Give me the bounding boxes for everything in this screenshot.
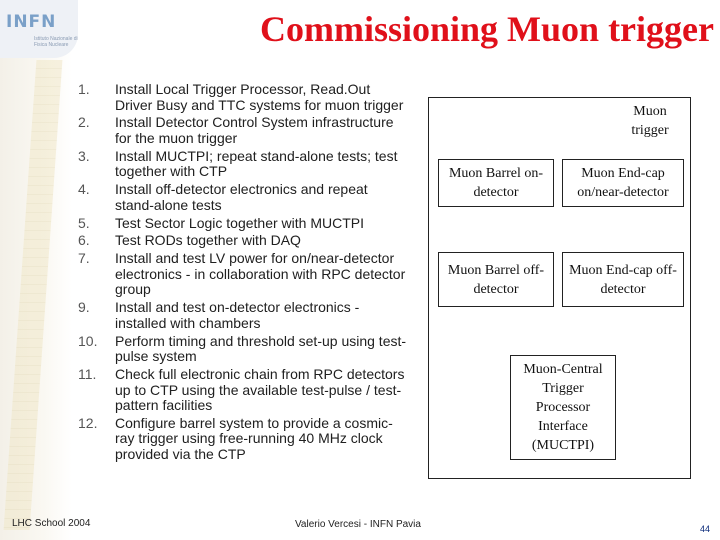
list-item bbox=[78, 251, 418, 298]
page-number: 44 bbox=[700, 524, 711, 534]
list-item-text: Perform timing and threshold set-up using test-pulse system bbox=[115, 332, 407, 365]
list-item bbox=[78, 115, 418, 146]
footer-center: Valerio Vercesi - INFN Pavia bbox=[295, 519, 421, 530]
infn-logo bbox=[0, 0, 78, 58]
logo-subtitle: Istituto Nazionale di Fisica Nucleare bbox=[34, 36, 78, 48]
list-item bbox=[78, 334, 418, 365]
logo-text: INFN bbox=[6, 12, 57, 32]
list-item bbox=[78, 233, 418, 249]
muon-endcap-on-near-detector-box: Muon End-cap on/near-detector bbox=[562, 159, 684, 207]
list-item-text: Test RODs together with DAQ bbox=[115, 232, 301, 249]
list-item bbox=[78, 300, 418, 331]
task-list bbox=[78, 82, 418, 465]
diagram-header: Muon trigger bbox=[631, 104, 669, 138]
measuring-tape-decoration bbox=[4, 60, 63, 530]
list-item-text: Install Local Trigger Processor, Read.Out Driver Busy and TTC systems for muon trigger bbox=[115, 81, 404, 113]
list-item-text: Install off-detector electronics and repeat stand-alone tests bbox=[115, 181, 368, 213]
list-item-number: 9. bbox=[78, 299, 90, 316]
list-item-number: 10. bbox=[78, 332, 98, 349]
list-item-number: 7. bbox=[78, 250, 90, 267]
decorative-band bbox=[0, 0, 72, 540]
list-item bbox=[78, 182, 418, 213]
list-item-number: 4. bbox=[78, 181, 90, 198]
muon-barrel-on-detector-box: Muon Barrel on-detector bbox=[438, 159, 554, 207]
list-item-number: 11. bbox=[78, 366, 97, 383]
slide-title: Commissioning Muon trigger bbox=[260, 9, 714, 49]
list-item-text: Configure barrel system to provide a cosmic-ray trigger using free-running 40 MHz clock provided via the CTP bbox=[115, 414, 393, 462]
list-item bbox=[78, 216, 418, 232]
footer-left: LHC School 2004 bbox=[12, 518, 91, 529]
list-item-text: Install and test LV power for on/near-detector electronics - in collaboration with RPC detector group bbox=[115, 250, 406, 298]
list-item-number: 5. bbox=[78, 214, 90, 231]
list-item-text: Check full electronic chain from RPC detectors up to CTP using the available test-pulse / test-pattern facilities bbox=[115, 366, 405, 414]
list-item-text: Install Detector Control System infrastructure for the muon trigger bbox=[115, 114, 394, 146]
muon-barrel-off-detector-box: Muon Barrel off-detector bbox=[438, 252, 554, 307]
list-item-number: 1. bbox=[78, 81, 90, 97]
muon-endcap-off-detector-box: Muon End-cap off-detector bbox=[562, 252, 684, 307]
list-item bbox=[78, 149, 418, 180]
list-item-number: 3. bbox=[78, 147, 90, 164]
list-item-number: 12. bbox=[78, 414, 98, 431]
list-item-text: Install and test on-detector electronics - installed with chambers bbox=[115, 299, 360, 331]
list-item-number: 6. bbox=[78, 232, 90, 249]
list-item bbox=[78, 367, 418, 414]
list-item bbox=[78, 416, 418, 463]
list-item-number: 2. bbox=[78, 114, 90, 131]
list-item-text: Test Sector Logic together with MUCTPI bbox=[115, 214, 364, 231]
list-item bbox=[78, 82, 418, 113]
list-item-text: Install MUCTPI; repeat stand-alone tests; test together with CTP bbox=[115, 147, 398, 180]
muctpi-box: Muon-Central Trigger Processor Interface (MUCTPI) bbox=[510, 355, 616, 460]
